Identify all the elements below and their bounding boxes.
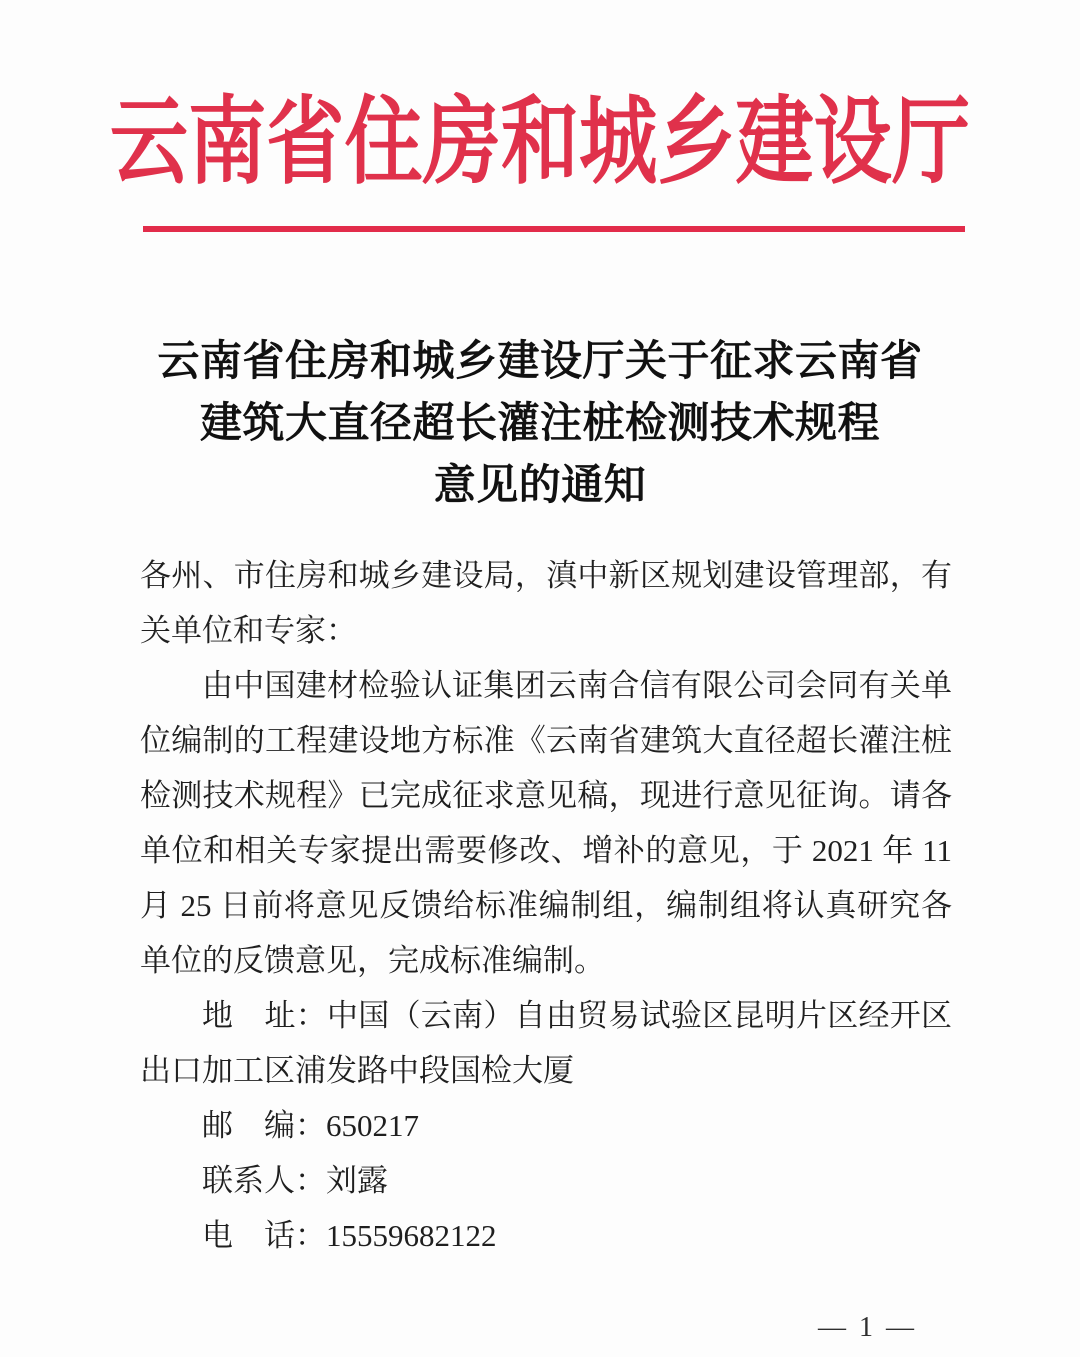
red-divider-line bbox=[143, 226, 965, 232]
document-title-line-1: 云南省住房和城乡建设厅关于征求云南省 bbox=[157, 339, 923, 385]
letterhead-agency-name: 云南省住房和城乡建设厅 bbox=[109, 90, 971, 196]
salutation-paragraph: 各州、市住房和城乡建设局，滇中新区规划建设管理部，有关单位和专家： bbox=[140, 558, 952, 648]
contact-person-line: 联系人：刘露 bbox=[202, 1163, 388, 1198]
document-body bbox=[140, 548, 952, 1263]
document-title-line-3: 意见的通知 bbox=[433, 463, 647, 509]
contact-postcode-line: 邮 编：650217 bbox=[202, 1108, 419, 1143]
document-title bbox=[0, 331, 1080, 517]
page-number: — 1 — bbox=[818, 1312, 917, 1343]
document-title-line-2: 建筑大直径超长灌注桩检测技术规程 bbox=[199, 401, 880, 447]
main-paragraph: 由中国建材检验认证集团云南合信有限公司会同有关单位编制的工程建设地方标准《云南省建筑大直径超长灌注桩检测技术规程》已完成征求意见稿，现进行意见征询。请各单位和相关专家提出需要修改、增补的意见，于 2021 年 11 月 25 日前将意见反馈给标准编制组，编制组将认真研究各单位的反馈意见，完成标准编制。 bbox=[140, 668, 952, 978]
contact-phone-line: 电 话：15559682122 bbox=[202, 1218, 497, 1253]
contact-address-line: 地 址：中国（云南）自由贸易试验区昆明片区经开区出口加工区浦发路中段国检大厦 bbox=[140, 998, 952, 1088]
